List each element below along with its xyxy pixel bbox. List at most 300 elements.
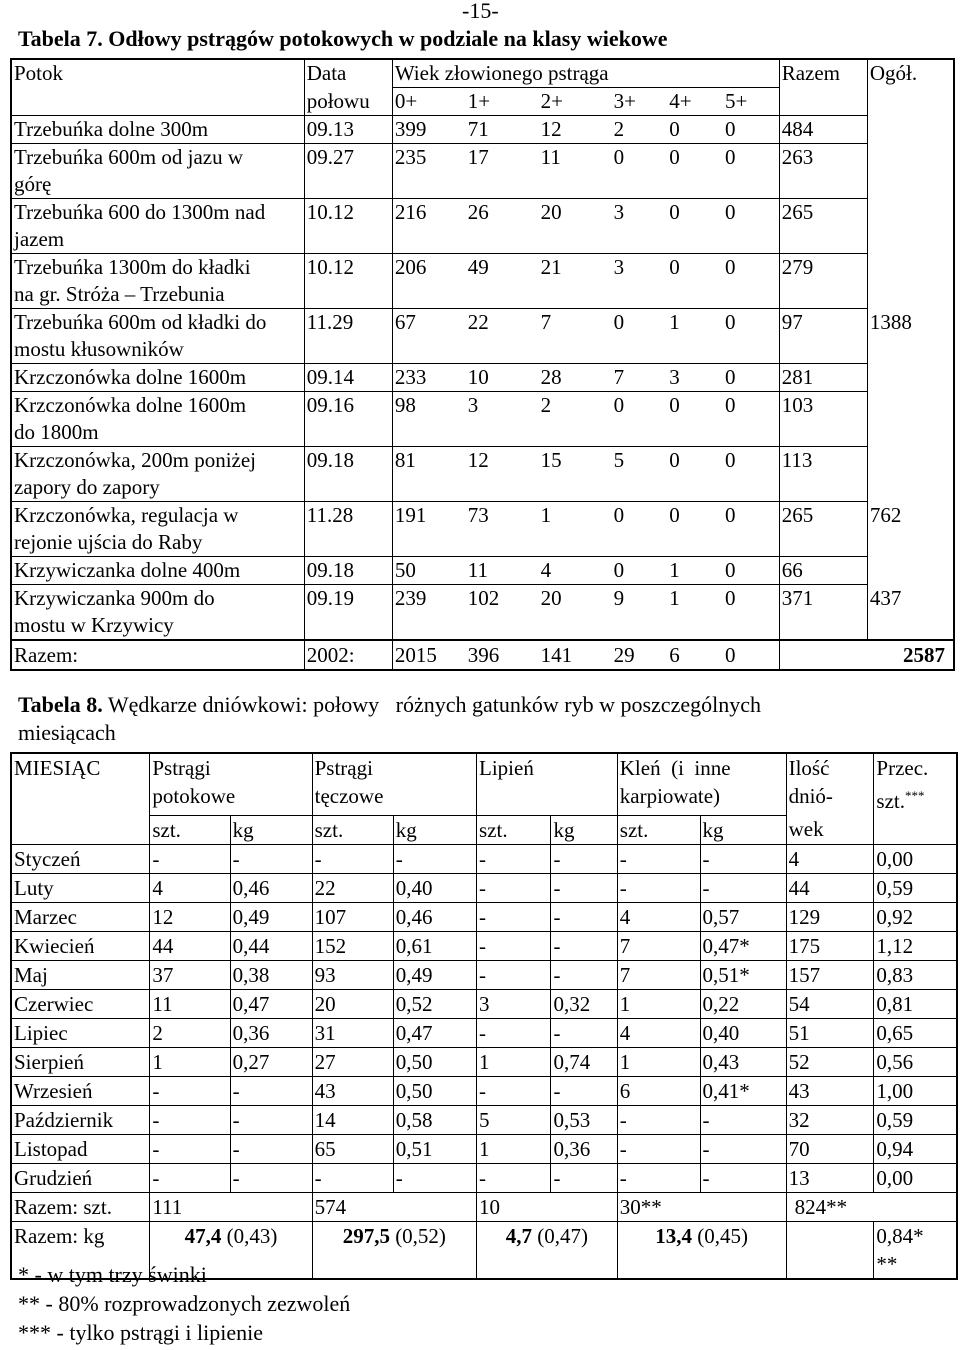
- grand-total: 1388: [867, 309, 954, 337]
- sum-szt-label: Razem: szt.: [11, 1192, 150, 1221]
- cell-value: -: [617, 1163, 700, 1192]
- sum-label: Razem:: [11, 640, 304, 670]
- cell-value: -: [617, 844, 700, 873]
- cell-value: -: [700, 844, 786, 873]
- age-count: 0: [612, 502, 668, 530]
- month-name: Czerwiec: [11, 989, 150, 1018]
- unit-szt: szt.: [312, 815, 393, 844]
- age-count: 0: [667, 392, 723, 420]
- age-count: 0: [667, 254, 723, 282]
- header-age: 4+: [667, 88, 723, 116]
- cell-value: 43: [786, 1076, 874, 1105]
- catch-date: 09.18: [304, 557, 392, 585]
- cell-value: 0,59: [874, 873, 957, 902]
- river-name: do 1800m: [14, 420, 99, 444]
- table-row: [11, 281, 954, 309]
- cell-value: 0,53: [551, 1105, 617, 1134]
- cell-value: 13: [786, 1163, 874, 1192]
- age-count: 81: [392, 447, 465, 475]
- age-count: 1: [667, 309, 723, 337]
- age-count: 235: [392, 144, 465, 172]
- cell-value: 4: [617, 902, 700, 931]
- month-name: Kwiecień: [11, 931, 150, 960]
- age-count: 50: [392, 557, 465, 585]
- age-count: 20: [539, 199, 612, 227]
- sum-szt-row: [11, 1192, 957, 1221]
- cell-value: -: [230, 1076, 312, 1105]
- header-ilosc: dnió-: [786, 782, 874, 815]
- cell-value: 0,51*: [700, 960, 786, 989]
- cell-value: -: [312, 1163, 393, 1192]
- cell-value: 0,74: [551, 1047, 617, 1076]
- age-count: 0: [667, 116, 723, 144]
- cell-value: 0,59: [874, 1105, 957, 1134]
- header-teczowe: tęczowe: [312, 782, 476, 815]
- cell-value: -: [700, 1105, 786, 1134]
- table8-header-row: [11, 782, 957, 815]
- cell-value: 0,36: [230, 1018, 312, 1047]
- age-count: 399: [392, 116, 465, 144]
- table8-caption: [18, 692, 761, 718]
- age-count: 0: [723, 557, 779, 585]
- cell-value: 4: [150, 873, 230, 902]
- table-row: [11, 419, 954, 447]
- age-count: 11: [466, 557, 539, 585]
- age-count: 9: [612, 585, 668, 613]
- catch-date: 09.16: [304, 392, 392, 420]
- table-row: [11, 585, 954, 613]
- age-count: 0: [667, 199, 723, 227]
- cell-value: 7: [617, 960, 700, 989]
- age-count: 3: [466, 392, 539, 420]
- sum-age: 6: [667, 640, 723, 670]
- age-count: 2: [539, 392, 612, 420]
- cell-value: 1: [150, 1047, 230, 1076]
- age-count: 15: [539, 447, 612, 475]
- sum-lipien: 10: [477, 1192, 618, 1221]
- row-total: 265: [779, 199, 867, 227]
- grand-total: [867, 364, 954, 392]
- grand-total: [867, 447, 954, 475]
- age-count: 3: [612, 199, 668, 227]
- row-total: 66: [779, 557, 867, 585]
- age-count: 0: [667, 447, 723, 475]
- cell-value: 52: [786, 1047, 874, 1076]
- river-name: rejonie ujścia do Raby: [14, 530, 203, 554]
- header-ilosc: Ilość: [786, 753, 874, 782]
- sum-age: 396: [466, 640, 539, 670]
- age-count: 4: [539, 557, 612, 585]
- table-row: [11, 873, 957, 902]
- cell-value: 107: [312, 902, 393, 931]
- table-row: [11, 1105, 957, 1134]
- cell-value: 0,43: [700, 1047, 786, 1076]
- age-count: 26: [466, 199, 539, 227]
- cell-value: 1,00: [874, 1076, 957, 1105]
- age-count: 3: [612, 254, 668, 282]
- age-count: 191: [392, 502, 465, 530]
- cell-value: 2: [150, 1018, 230, 1047]
- table8-header-row: [11, 753, 957, 782]
- sum-age: 29: [612, 640, 668, 670]
- age-count: 11: [539, 144, 612, 172]
- cell-value: -: [551, 1163, 617, 1192]
- month-name: Październik: [11, 1105, 150, 1134]
- cell-value: 1: [477, 1047, 551, 1076]
- row-total: 279: [779, 254, 867, 282]
- grand-total: [867, 392, 954, 420]
- row-total: 371: [779, 585, 867, 613]
- cell-value: 37: [150, 960, 230, 989]
- row-total: 103: [779, 392, 867, 420]
- cell-value: 7: [617, 931, 700, 960]
- age-count: 0: [612, 392, 668, 420]
- sum-kg-przec: 0,84*: [874, 1221, 957, 1250]
- cell-value: -: [477, 1163, 551, 1192]
- age-count: 216: [392, 199, 465, 227]
- cell-value: 157: [786, 960, 874, 989]
- river-name: mostu kłusowników: [14, 337, 184, 361]
- river-name: Krzczonówka dolne 1600m: [11, 364, 304, 392]
- sum-kg-label: Razem: kg: [11, 1221, 150, 1250]
- unit-kg: kg: [230, 815, 312, 844]
- cell-value: 14: [312, 1105, 393, 1134]
- cell-value: -: [230, 844, 312, 873]
- row-total: 484: [779, 116, 867, 144]
- footnote-1: * - w tym trzy świnki: [18, 1262, 207, 1287]
- sum-kg-lipien-bold: 4,7: [505, 1223, 533, 1248]
- cell-value: -: [551, 844, 617, 873]
- cell-value: 11: [150, 989, 230, 1018]
- age-count: 12: [539, 116, 612, 144]
- cell-value: -: [551, 873, 617, 902]
- sum-kg-klen: [617, 1221, 786, 1250]
- table7-caption: Tabela 7. Odłowy pstrągów potokowych w podziale na klasy wiekowe: [18, 26, 668, 51]
- cell-value: 0,50: [393, 1047, 476, 1076]
- header-klen: Kleń (i inne: [617, 753, 786, 782]
- cell-value: 4: [786, 844, 874, 873]
- sum-kg-potokowe-bold: 47,4: [184, 1223, 222, 1248]
- table-row: [11, 557, 954, 585]
- cell-value: -: [230, 1134, 312, 1163]
- cell-value: -: [150, 1105, 230, 1134]
- age-count: 5: [612, 447, 668, 475]
- age-count: 71: [466, 116, 539, 144]
- table-row: [11, 116, 954, 144]
- cell-value: -: [150, 1163, 230, 1192]
- cell-value: -: [477, 1076, 551, 1105]
- cell-value: 0,47: [230, 989, 312, 1018]
- sum-kg-row: [11, 1221, 957, 1250]
- cell-value: 1: [617, 989, 700, 1018]
- header-age: 0+: [392, 88, 465, 116]
- cell-value: -: [230, 1163, 312, 1192]
- sum-kg-potokowe: [150, 1221, 312, 1250]
- age-count: 20: [539, 585, 612, 613]
- age-count: 0: [667, 502, 723, 530]
- cell-value: 0,92: [874, 902, 957, 931]
- cell-value: 0,65: [874, 1018, 957, 1047]
- header-potokowe: potokowe: [150, 782, 312, 815]
- sum-kg-teczowe-rest: (0,52): [389, 1223, 446, 1248]
- cell-value: 54: [786, 989, 874, 1018]
- cell-value: 32: [786, 1105, 874, 1134]
- table-row: [11, 336, 954, 364]
- cell-value: 175: [786, 931, 874, 960]
- age-count: 7: [539, 309, 612, 337]
- age-count: 233: [392, 364, 465, 392]
- cell-value: 5: [477, 1105, 551, 1134]
- cell-value: 70: [786, 1134, 874, 1163]
- footnote-3: *** - tylko pstrągi i lipienie: [18, 1320, 264, 1345]
- sum-row: [11, 640, 954, 670]
- river-name: Krzczonówka, 200m poniżej: [11, 447, 304, 475]
- age-count: 98: [392, 392, 465, 420]
- header-potokowe: Pstrągi: [150, 753, 312, 782]
- page-number: -15-: [462, 0, 499, 23]
- sum-potokowe: 111: [150, 1192, 312, 1221]
- cell-value: 0,22: [700, 989, 786, 1018]
- cell-value: 152: [312, 931, 393, 960]
- month-name: Grudzień: [11, 1163, 150, 1192]
- cell-value: 0,47*: [700, 931, 786, 960]
- age-count: 28: [539, 364, 612, 392]
- age-count: 0: [723, 585, 779, 613]
- month-name: Listopad: [11, 1134, 150, 1163]
- age-count: 0: [723, 502, 779, 530]
- table-row: [11, 392, 954, 420]
- age-count: 239: [392, 585, 465, 613]
- catch-date: 10.12: [304, 199, 392, 227]
- age-count: 0: [723, 447, 779, 475]
- table-row: [11, 989, 957, 1018]
- cell-value: 27: [312, 1047, 393, 1076]
- river-name: Trzebuńka 600 do 1300m nad: [11, 199, 304, 227]
- table-row: [11, 1163, 957, 1192]
- table-row: [11, 199, 954, 227]
- cell-value: 0,40: [393, 873, 476, 902]
- table-row: [11, 364, 954, 392]
- cell-value: 0,57: [700, 902, 786, 931]
- cell-value: 0,81: [874, 989, 957, 1018]
- cell-value: -: [700, 1134, 786, 1163]
- cell-value: 0,47: [393, 1018, 476, 1047]
- age-count: 0: [723, 116, 779, 144]
- river-name: górę: [14, 172, 52, 196]
- header-klen: karpiowate): [617, 782, 786, 815]
- cell-value: -: [700, 873, 786, 902]
- header-teczowe: Pstrągi: [312, 753, 476, 782]
- cell-value: 0,46: [230, 873, 312, 902]
- grand-total: [867, 199, 954, 227]
- cell-value: 0,50: [393, 1076, 476, 1105]
- cell-value: 0,00: [874, 1163, 957, 1192]
- przec-sup: ***: [904, 788, 925, 803]
- table7-header-row: [11, 88, 954, 116]
- river-name: Krzczonówka dolne 1600m: [11, 392, 304, 420]
- table-row: [11, 960, 957, 989]
- header-miesiac: MIESIĄC: [14, 756, 101, 780]
- age-count: 0: [667, 144, 723, 172]
- sum-kg-lipien: [477, 1221, 618, 1250]
- cell-value: 0,51: [393, 1134, 476, 1163]
- cell-value: 6: [617, 1076, 700, 1105]
- cell-value: -: [617, 1134, 700, 1163]
- age-count: 0: [723, 392, 779, 420]
- grand-total: [867, 144, 954, 172]
- table-row: [11, 529, 954, 557]
- age-count: 0: [612, 144, 668, 172]
- grand-total: [867, 116, 954, 144]
- grand-total: 437: [867, 585, 954, 613]
- sum-teczowe: 574: [312, 1192, 476, 1221]
- age-count: 22: [466, 309, 539, 337]
- cell-value: 1,12: [874, 931, 957, 960]
- grand-total: 762: [867, 502, 954, 530]
- sum-year: 2002:: [304, 640, 392, 670]
- header-razem: Razem: [779, 59, 867, 88]
- age-count: 0: [612, 557, 668, 585]
- table8: [10, 752, 958, 1280]
- row-total: 281: [779, 364, 867, 392]
- cell-value: -: [551, 1018, 617, 1047]
- catch-date: 09.14: [304, 364, 392, 392]
- age-count: 21: [539, 254, 612, 282]
- cell-value: 93: [312, 960, 393, 989]
- cell-value: 3: [477, 989, 551, 1018]
- river-name: Krzywiczanka dolne 400m: [11, 557, 304, 585]
- table-row: [11, 1047, 957, 1076]
- cell-value: 22: [312, 873, 393, 902]
- sum-kg-teczowe: [312, 1221, 476, 1250]
- cell-value: -: [617, 1105, 700, 1134]
- cell-value: -: [393, 1163, 476, 1192]
- table8-caption-label: Tabela 8.: [18, 692, 103, 717]
- cell-value: 0,49: [393, 960, 476, 989]
- river-name: Trzebuńka 600m od kładki do: [11, 309, 304, 337]
- age-count: 3: [667, 364, 723, 392]
- table-row: [11, 254, 954, 282]
- cell-value: 12: [150, 902, 230, 931]
- age-count: 0: [723, 254, 779, 282]
- cell-value: -: [150, 1134, 230, 1163]
- unit-szt: szt.: [150, 815, 230, 844]
- river-name: na gr. Stróża – Trzebunia: [14, 282, 225, 306]
- cell-value: -: [150, 1076, 230, 1105]
- sum-total: 2587: [779, 640, 954, 670]
- age-count: 67: [392, 309, 465, 337]
- row-total: 265: [779, 502, 867, 530]
- cell-value: -: [551, 1076, 617, 1105]
- cell-value: -: [551, 931, 617, 960]
- row-total: 97: [779, 309, 867, 337]
- table-row: [11, 502, 954, 530]
- age-count: 49: [466, 254, 539, 282]
- month-name: Marzec: [11, 902, 150, 931]
- cell-value: -: [551, 960, 617, 989]
- cell-value: 1: [477, 1134, 551, 1163]
- sum-ilosc: 824**: [786, 1192, 957, 1221]
- month-name: Lipiec: [11, 1018, 150, 1047]
- cell-value: 44: [786, 873, 874, 902]
- cell-value: 0,27: [230, 1047, 312, 1076]
- cell-value: 4: [617, 1018, 700, 1047]
- catch-date: 09.18: [304, 447, 392, 475]
- table-row: [11, 144, 954, 172]
- header-data-2: połowu: [304, 88, 392, 116]
- month-name: Maj: [11, 960, 150, 989]
- cell-value: 0,36: [551, 1134, 617, 1163]
- river-name: Trzebuńka 600m od jazu w: [11, 144, 304, 172]
- table-row: [11, 1018, 957, 1047]
- header-age: 2+: [539, 88, 612, 116]
- cell-value: -: [312, 844, 393, 873]
- header-lipien: Lipień: [477, 753, 618, 782]
- cell-value: -: [551, 902, 617, 931]
- grand-total: [867, 254, 954, 282]
- cell-value: -: [477, 902, 551, 931]
- sum-kg-lipien-rest: (0,47): [532, 1223, 589, 1248]
- cell-value: -: [700, 1163, 786, 1192]
- cell-value: 0,38: [230, 960, 312, 989]
- month-name: Luty: [11, 873, 150, 902]
- footnote-2: ** - 80% rozprowadzonych zezwoleń: [18, 1291, 351, 1316]
- table-row: [11, 309, 954, 337]
- sum-kg-przec-2: **: [874, 1250, 957, 1279]
- cell-value: -: [230, 1105, 312, 1134]
- sum-kg-klen-bold: 13,4: [655, 1223, 693, 1248]
- cell-value: -: [617, 873, 700, 902]
- sum-kg-teczowe-bold: 297,5: [342, 1223, 390, 1248]
- cell-value: 0,94: [874, 1134, 957, 1163]
- unit-kg: kg: [551, 815, 617, 844]
- table-row: [11, 902, 957, 931]
- age-count: 0: [723, 364, 779, 392]
- age-count: 12: [466, 447, 539, 475]
- age-count: 0: [723, 309, 779, 337]
- river-name: Trzebuńka 1300m do kładki: [11, 254, 304, 282]
- cell-value: 0,40: [700, 1018, 786, 1047]
- month-name: Wrzesień: [11, 1076, 150, 1105]
- catch-date: 09.19: [304, 585, 392, 613]
- unit-szt: szt.: [477, 815, 551, 844]
- row-total: 113: [779, 447, 867, 475]
- table-row: [11, 1076, 957, 1105]
- table-row: [11, 1134, 957, 1163]
- header-ilosc: wek: [786, 815, 874, 844]
- age-count: 1: [667, 585, 723, 613]
- table8-caption-line2: miesiącach: [18, 720, 116, 745]
- sum-age: 141: [539, 640, 612, 670]
- table-row: [11, 447, 954, 475]
- age-count: 0: [612, 309, 668, 337]
- age-count: 17: [466, 144, 539, 172]
- catch-date: 09.13: [304, 116, 392, 144]
- cell-value: 129: [786, 902, 874, 931]
- age-count: 0: [723, 144, 779, 172]
- cell-value: 51: [786, 1018, 874, 1047]
- table-row: [11, 226, 954, 254]
- cell-value: 0,52: [393, 989, 476, 1018]
- cell-value: -: [393, 844, 476, 873]
- age-count: 206: [392, 254, 465, 282]
- sum-kg-potokowe-rest: (0,43): [221, 1223, 278, 1248]
- river-name: Krzywiczanka 900m do: [11, 585, 304, 613]
- age-count: 1: [539, 502, 612, 530]
- unit-szt: szt.: [617, 815, 700, 844]
- age-count: 73: [466, 502, 539, 530]
- row-total: 263: [779, 144, 867, 172]
